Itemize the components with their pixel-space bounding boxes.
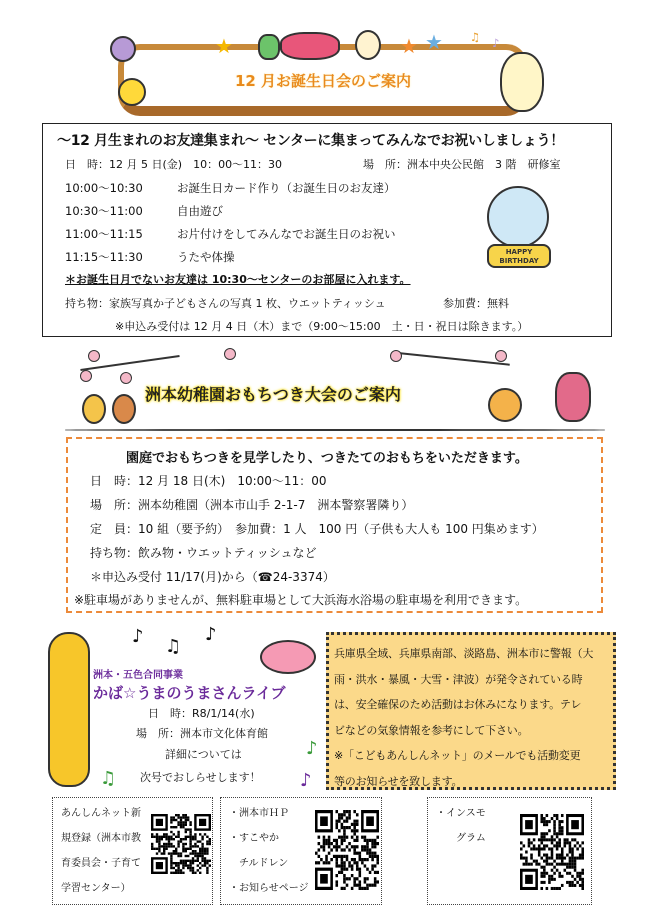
birthday-fee: 参加費：無料 <box>443 297 509 310</box>
schedule-time: 10:00～10:30 <box>65 181 143 195</box>
qr-label: あんしんネット新 <box>61 808 141 819</box>
warning-line: 兵庫県全域、兵庫県南部、淡路島、洲本市に警報（大 <box>334 647 594 660</box>
mochi-title: 洲本幼稚園おもちつき大会のご案内 <box>145 385 401 404</box>
birthday-datetime: 日 時：12 月 5 日(金) 10：00～11：30 <box>65 158 283 171</box>
flower-icon <box>80 370 92 382</box>
music-note-icon: ♫ <box>470 30 481 44</box>
birthday-place: 場 所：洲本中央公民館 3 階 研修室 <box>363 158 561 171</box>
flower-icon <box>88 350 100 362</box>
music-note-icon: ♪ <box>300 770 312 791</box>
qr-label: ・洲本市ＨＰ <box>229 808 289 819</box>
mochi-bring: 持ち物：飲み物・ウエットティッシュなど <box>90 546 317 560</box>
flower-icon <box>390 350 402 362</box>
qr-label: グラム <box>436 833 486 844</box>
qr-label: ・お知らせページ <box>229 883 309 894</box>
weather-warning-box <box>326 632 616 790</box>
balloon-icon <box>110 36 136 62</box>
branch-decoration <box>400 352 510 365</box>
warning-line: 雨・洪水・暴風・大雪・津波）が発令されている時 <box>334 672 583 686</box>
warning-line: ※「こどもあんしんネット」のメールでも活動変更 <box>334 749 581 762</box>
chick-icon <box>118 78 146 106</box>
star-icon: ★ <box>400 34 418 58</box>
tanuki-icon <box>112 394 136 424</box>
mochi-info-box <box>66 437 603 613</box>
qr-label: 規登録（洲本市教 <box>61 833 141 844</box>
rabbit-icon <box>500 52 544 112</box>
qr-label: ・すこやか <box>229 833 279 844</box>
birthday-headline: ～12 月生まれのお友達集まれ～ センターに集まってみんなでお祝いしましょう！ <box>57 133 564 149</box>
music-note-icon: ♪ <box>205 624 217 645</box>
warning-line: ビなどの気象情報を参考にして下さい。 <box>334 723 529 737</box>
schedule-activity: お誕生日カード作り（お誕生日のお友達） <box>177 181 396 195</box>
flower-icon <box>120 372 132 384</box>
star-icon: ★ <box>215 34 233 58</box>
star-icon: ★ <box>425 30 443 54</box>
birthday-title: 12 月お誕生日会のご案内 <box>234 72 412 90</box>
qr-box-anshin-net <box>52 797 213 905</box>
birthday-info-box <box>42 123 612 337</box>
schedule-time: 10:30～11:00 <box>65 204 143 218</box>
music-note-icon: ♫ <box>165 636 182 657</box>
qr-label: 育委員会・子育て <box>61 858 141 869</box>
hippo-icon <box>555 372 591 422</box>
mochi-lead: 園庭でおもちつきを見学したり、つきたてのおもちをいただきます。 <box>126 451 528 466</box>
live-title: かば☆うまのうまさんライブ <box>93 684 286 702</box>
birthday-note: ＊お誕生日月でないお友達は 10:30～センターのお部屋に入れます。 <box>65 273 411 286</box>
bear-icon <box>488 388 522 422</box>
schedule-activity: 自由遊び <box>177 204 223 218</box>
ground-line <box>65 429 605 431</box>
qr-label: チルドレン <box>229 858 289 869</box>
snow-globe-illustration <box>483 186 555 270</box>
live-datetime: 日 時：R8/1/14(水) <box>148 707 255 720</box>
mochi-parking: ※駐車場がありませんが、無料駐車場として大浜海水浴場の駐車場を利用できます。 <box>74 593 528 607</box>
schedule-activity: お片付けをしてみんなでお誕生日のお祝い <box>177 227 396 241</box>
mochi-capacity: 定 員：10 組（要予約） 参加費：1 人 100 円（子供も大人も 100 円集めます） <box>90 522 544 536</box>
flamingo-illustration <box>260 640 316 674</box>
mochi-application: ＊申込み受付 11/17(月)から（☎24-3374） <box>90 570 335 584</box>
qr-code[interactable] <box>151 814 211 874</box>
snowman-icon <box>355 30 381 60</box>
flower-icon <box>495 350 507 362</box>
birthday-deadline: ※申込み受付は 12 月 4 日（木）まで（9:00～15:00 土・日・祝日は除きます。） <box>115 320 529 333</box>
schedule-row <box>65 249 235 265</box>
live-place: 場 所：洲本市文化体育館 <box>136 727 268 740</box>
flower-icon <box>224 348 236 360</box>
music-note-icon: ♪ <box>492 36 500 50</box>
warning-line: 等のお知らせを致します。 <box>334 774 463 788</box>
tree-icon <box>258 34 280 60</box>
music-note-icon: ♪ <box>306 738 318 759</box>
qr-label: ・インスモ <box>436 808 486 819</box>
schedule-row <box>65 180 396 196</box>
qr-label: 学習センター） <box>61 883 131 894</box>
globe-text: HAPPY BIRTHDAY <box>487 244 551 268</box>
mochi-place: 場 所：洲本幼稚園（洲本市山手 2-1-7 洲本警察署隣り） <box>90 498 414 512</box>
live-detail: 詳細については <box>165 748 242 761</box>
schedule-activity: うたや体操 <box>177 250 235 264</box>
music-note-icon: ♫ <box>100 768 117 789</box>
qr-code[interactable] <box>520 814 584 890</box>
qr-box-instagram <box>427 797 592 905</box>
qr-box-sumoto-hp <box>220 797 382 905</box>
schedule-time: 11:00～11:15 <box>65 227 143 241</box>
heart-icon <box>280 32 340 60</box>
rabbit-icon <box>82 394 106 424</box>
schedule-row <box>65 226 396 242</box>
warning-line: は、安全確保のため活動はお休みになります。テレ <box>334 698 582 711</box>
live-detail-next: 次号でおしらせします！ <box>140 771 261 784</box>
globe-icon <box>487 186 549 248</box>
live-subtitle: 洲本・五色合同事業 <box>93 670 183 681</box>
giraffe-illustration <box>48 632 90 787</box>
qr-code[interactable] <box>315 810 379 890</box>
schedule-row <box>65 203 223 219</box>
birthday-bring: 持ち物：家族写真か子どもさんの写真 1 枚、ウエットティッシュ <box>65 297 386 310</box>
music-note-icon: ♪ <box>132 626 144 647</box>
mochi-datetime: 日 時：12 月 18 日(木) 10:00～11：00 <box>90 474 327 488</box>
schedule-time: 11:15～11:30 <box>65 250 143 264</box>
